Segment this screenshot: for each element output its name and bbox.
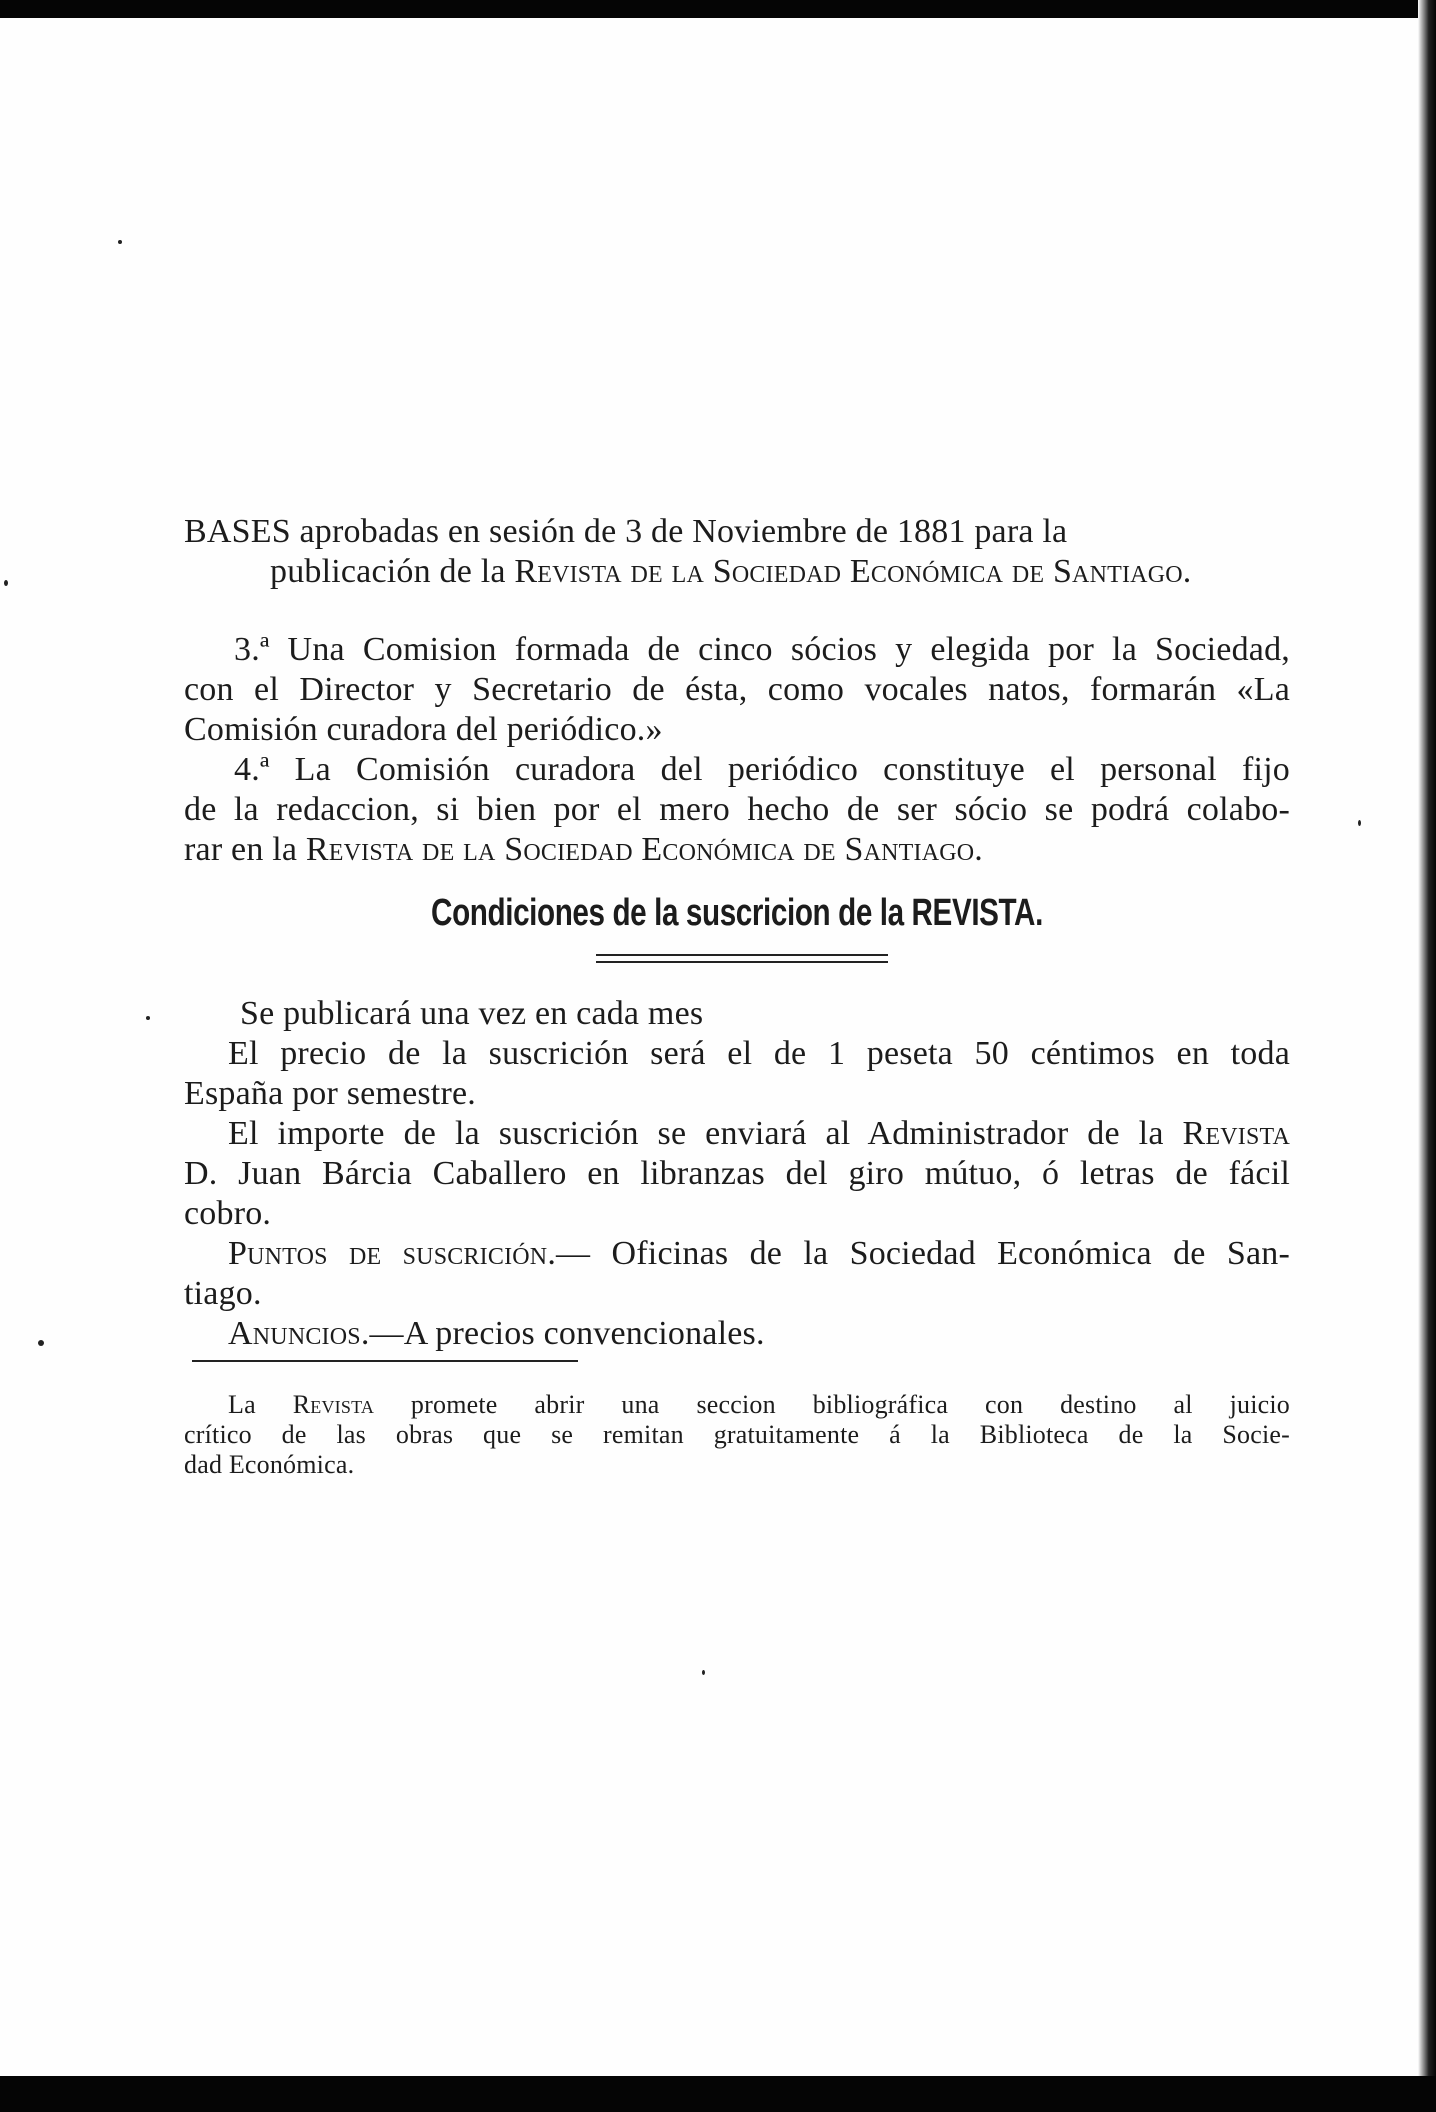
conditions-line-4-text: El importe de la suscrición se enviará al Administrador de la [228,1115,1183,1152]
conditions-line-4 [184,1114,1290,1154]
bases-line-2 [184,552,1290,592]
bases-line-2-text: publicación de la [270,553,515,590]
advertisements-label: Anuncios. [228,1315,370,1352]
scan-edge-bottom [0,2076,1436,2112]
bases-line-1: BASES aprobadas en sesión de 3 de Noviembre de 1881 para la [184,513,1068,550]
conditions-line-1: Se publicará una vez en cada mes [240,995,704,1032]
footnote-line-1 [184,1390,1290,1420]
conditions [184,994,1290,1354]
footnote-line-2: crítico de las obras que se remitan gratuitamente á la Biblioteca de la Socie- [184,1420,1290,1449]
article-3-line-2: con el Director y Secretario de ésta, como vocales natos, formarán «La [184,671,1290,708]
article-4-line-3 [184,830,1290,870]
scan-edge-top [0,0,1436,18]
journal-title: Revista de la Sociedad Económica de Santiago. [514,553,1192,590]
scan-speck [146,1016,150,1020]
articles [184,630,1290,870]
conditions-line-6: cobro. [184,1195,272,1232]
conditions-heading: Condiciones de la suscricion de la REVISTA. [431,892,1043,934]
advertisements-text: —A precios convencionales. [369,1315,765,1352]
article-3-line-3: Comisión curadora del periódico.» [184,711,663,748]
subscription-points-text: — Oficinas de la Sociedad Económica de San- [556,1235,1291,1272]
scan-speck [1358,820,1361,826]
article-4-line-2: de la redaccion, si bien por el mero hecho de ser sócio se podrá colabo- [184,791,1290,828]
footnote-rule [192,1360,578,1362]
scan-edge-right [1418,0,1436,2112]
scan-speck [38,1340,44,1346]
scan-speck [4,580,8,586]
journal-name: Revista [1182,1115,1290,1152]
conditions-line-9 [184,1314,1290,1354]
footnote-line-3: dad Económica. [184,1450,355,1479]
scan-speck [702,1670,705,1675]
bases-heading [184,512,1290,592]
scan-speck [118,240,122,244]
conditions-line-3: España por semestre. [184,1075,476,1112]
article-3-line-1: 3.ª Una Comision formada de cinco sócios y elegida por la Sociedad, [234,631,1290,668]
conditions-line-2: El precio de la suscrición será el de 1 peseta 50 céntimos en toda [228,1035,1290,1072]
double-rule-divider [596,954,888,963]
journal-title: Revista de la Sociedad Económica de Santiago. [305,831,983,868]
footnote-line-1-c: promete abrir una seccion bibliográfica con destino al juicio [374,1390,1290,1419]
footnote-line-1-a: La [228,1390,293,1419]
conditions-line-7 [184,1234,1290,1274]
subscription-points-label: Puntos de suscrición. [228,1235,557,1272]
conditions-line-8: tiago. [184,1275,262,1312]
journal-name: Revista [292,1390,375,1419]
article-4-line-1: 4.ª La Comisión curadora del periódico constituye el personal fijo [234,751,1290,788]
conditions-line-5: D. Juan Bárcia Caballero en libranzas del giro mútuo, ó letras de fácil [184,1155,1290,1192]
article-4-line-3-text: rar en la [184,831,306,868]
footnote [184,1390,1290,1480]
